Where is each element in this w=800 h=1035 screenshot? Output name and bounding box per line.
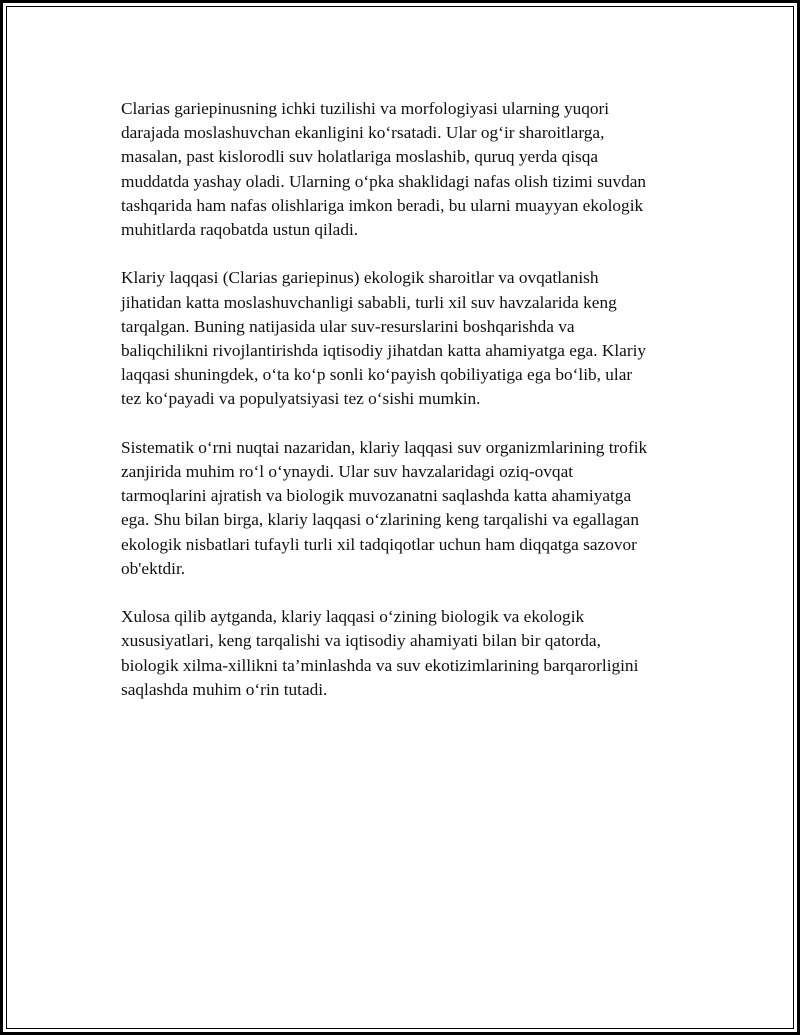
document-body: [121, 97, 701, 726]
paragraph-morphology: Clarias gariepinusning ichki tuzilishi va morfologiyasi ularning yuqori darajada moslashuvchan ekanligini ko‘rsatadi. Ular og‘ir sharoitlarga, masalan, past kislorodli suv holatlariga moslashib, quruq yerda qisqa muddatda yashay oladi. Ularning o‘pka shaklidagi nafas olish tizimi suvdan tashqarida ham nafas olishlariga imkon beradi, bu ularni muayyan ekologik muhitlarda raqobatda ustun qiladi.: [121, 99, 647, 240]
paragraph-systematics: Sistematik o‘rni nuqtai nazaridan, klariy laqqasi suv organizmlarining trofik zanjirida muhim ro‘l o‘ynaydi. Ular suv havzalaridagi oziq-ovqat tarmoqlarini ajratish va biologik muvozanatni saqlashda katta ahamiyatga ega. Shu bilan birga, klariy laqqasi o‘zlarining keng tarqalishi va egallagan ekologik nisbatlari tufayli turli xil tadqiqotlar uchun ham diqqatga sazovor ob'ektdir.: [121, 437, 648, 578]
paragraph-conclusion: Xulosa qilib aytganda, klariy laqqasi o‘zining biologik va ekologik xususiyatlari, keng tarqalishi va iqtisodiy ahamiyati bilan bir qatorda, biologik xilma-xillikni ta’minlashda va suv ekotizimlarining barqarorligini saqlashda muhim o‘rin tutadi.: [121, 607, 639, 699]
paragraph-distribution: Klariy laqqasi (Clarias gariepinus) ekologik sharoitlar va ovqatlanish jihatidan katta moslashuvchanligi sababli, turli xil suv havzalarida keng tarqalgan. Buning natijasida ular suv-resurslarini boshqarishda va baliqchilikni rivojlantirishda iqtisodiy jihatdan katta ahamiyatga ega. Klariy laqqasi shuningdek, o‘ta ko‘p sonli ko‘payish qobiliyatiga ega bo‘lib, ular tez ko‘payadi va populyatsiyasi tez o‘sishi mumkin.: [121, 268, 647, 409]
